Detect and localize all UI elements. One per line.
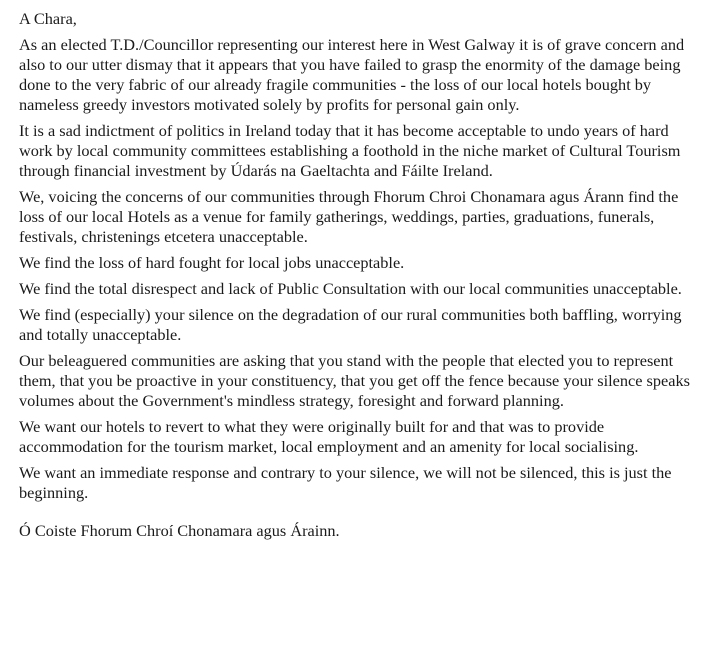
paragraph-silence: We find (especially) your silence on the degradation of our rural communities both baffling, worrying and totally unacceptable. xyxy=(19,305,682,344)
paragraph-politics-indictment: It is a sad indictment of politics in Ireland today that it has become acceptable to undo years of hard work by local community committees establishing a foothold in the niche market of Cultural Tourism through financial investment by Údarás na Gaeltachta and Fáilte Ireland. xyxy=(19,121,681,180)
paragraph-stand-with-people: Our beleaguered communities are asking that you stand with the people that elected you to represent them, that you be proactive in your constituency, that you get off the fence because your silence speaks volumes about the Government's mindless strategy, foresight and forward planning. xyxy=(19,351,690,410)
paragraph-public-consultation: We find the total disrespect and lack of Public Consultation with our local communities unacceptable. xyxy=(19,279,682,298)
signoff: Ó Coiste Fhorum Chroí Chonamara agus Árainn. xyxy=(19,521,340,540)
salutation: A Chara, xyxy=(19,9,77,28)
paragraph-hotels-loss: As an elected T.D./Councillor representing our interest here in West Galway it is of grave concern and also to our utter dismay that it appears that you have failed to grasp the enormity of the damage being done to the very fabric of our already fragile communities - the loss of our local hotels bought by nameless greedy investors motivated solely by profits for personal gain only. xyxy=(19,35,685,114)
paragraph-immediate-response: We want an immediate response and contrary to your silence, we will not be silenced, this is just the beginning. xyxy=(19,463,672,502)
paragraph-community-concerns: We, voicing the concerns of our communities through Fhorum Chroi Chonamara agus Árann find the loss of our local Hotels as a venue for family gatherings, weddings, parties, graduations, funerals, festivals, christenings etcetera unacceptable. xyxy=(19,187,679,246)
paragraph-revert-hotels: We want our hotels to revert to what they were originally built for and that was to provide accommodation for the tourism market, local employment and an amenity for local socialising. xyxy=(19,417,639,456)
letter-body xyxy=(19,9,701,541)
paragraph-local-jobs: We find the loss of hard fought for local jobs unacceptable. xyxy=(19,253,405,272)
